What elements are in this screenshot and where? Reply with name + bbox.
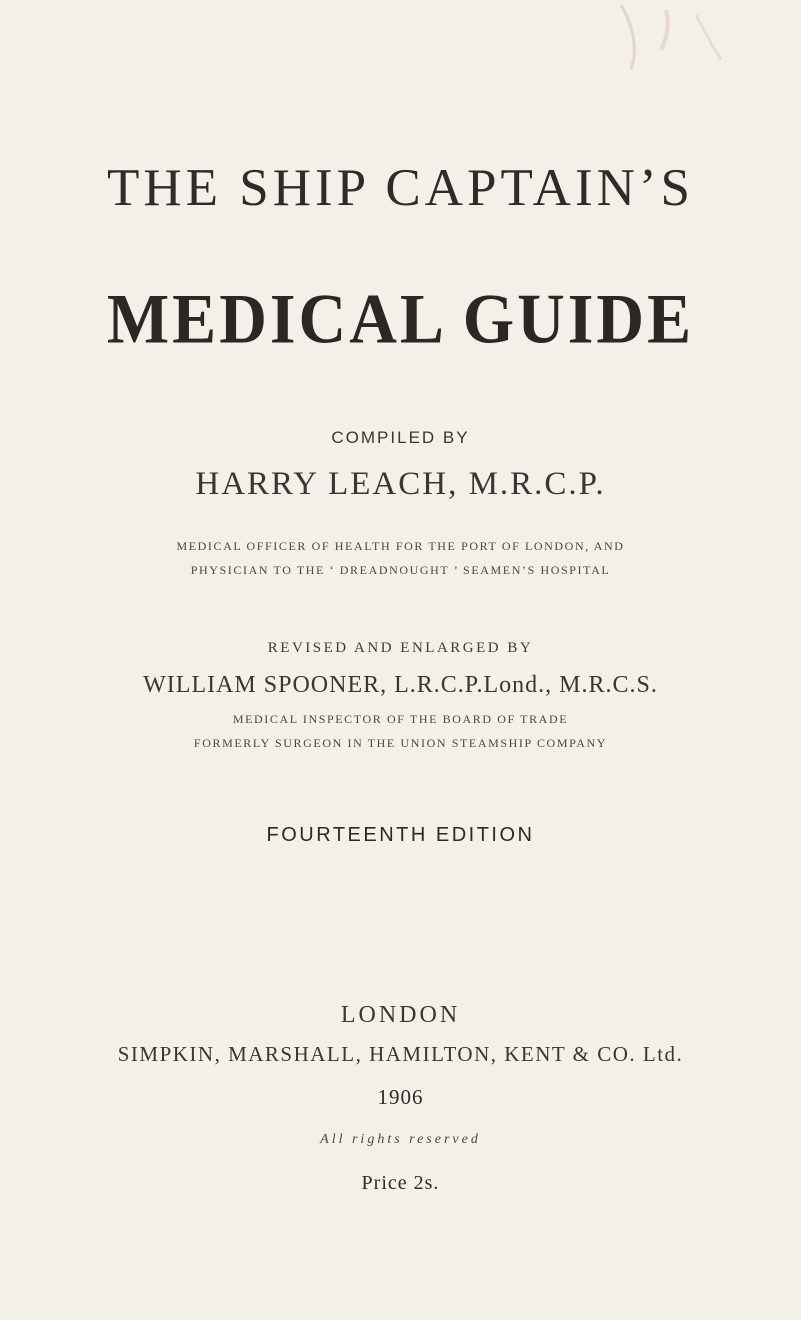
imprint-publisher: SIMPKIN, MARSHALL, HAMILTON, KENT & CO. Ltd. bbox=[117, 1042, 684, 1066]
price-label: Price 2s. bbox=[361, 1172, 440, 1194]
edition-label: FOURTEENTH EDITION bbox=[266, 824, 535, 846]
title-line-1: THE SHIP CAPTAIN’S bbox=[107, 159, 694, 217]
reviser-credential-2: FORMERLY SURGEON IN THE UNION STEAMSHIP COMPANY bbox=[193, 736, 608, 750]
author-credential-1: MEDICAL OFFICER OF HEALTH FOR THE PORT OF LONDON, AND bbox=[176, 539, 625, 553]
compiled-by-label: COMPILED BY bbox=[331, 428, 470, 447]
title-line-2: MEDICAL GUIDE bbox=[106, 280, 695, 359]
author-credential-2: PHYSICIAN TO THE ‘ DREADNOUGHT ’ SEAMEN’S HOSPITAL bbox=[190, 563, 611, 577]
paper-stain-decoration bbox=[611, 0, 731, 80]
reviser-name: WILLIAM SPOONER, L.R.C.P.Lond., M.R.C.S. bbox=[143, 672, 658, 698]
revised-by-label: REVISED AND ENLARGED BY bbox=[267, 640, 534, 656]
imprint-city: LONDON bbox=[340, 1002, 461, 1028]
author-name: HARRY LEACH, M.R.C.P. bbox=[195, 466, 606, 502]
reviser-credential-1: MEDICAL INSPECTOR OF THE BOARD OF TRADE bbox=[232, 712, 569, 726]
imprint-year: 1906 bbox=[377, 1085, 424, 1109]
rights-notice: All rights reserved bbox=[320, 1132, 481, 1147]
